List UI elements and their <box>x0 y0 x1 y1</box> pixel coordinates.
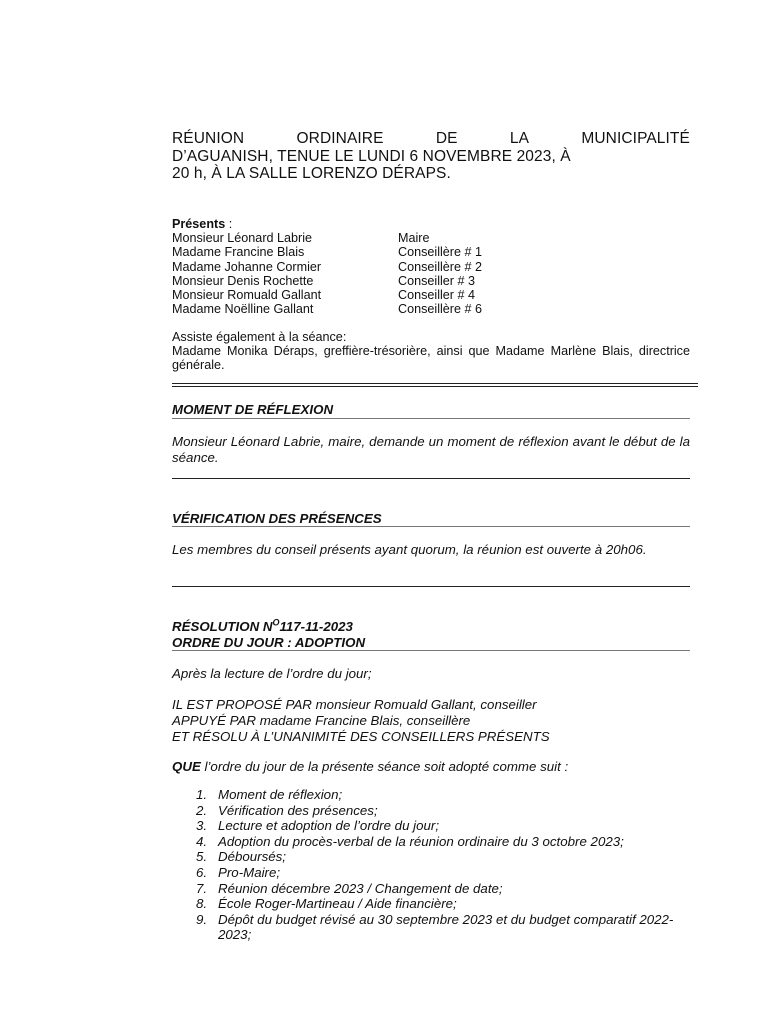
resolution-motion <box>172 697 690 745</box>
resolution-prefix: RÉSOLUTION N <box>172 619 273 634</box>
attendees-label-suffix: : <box>225 217 233 231</box>
agenda-item-text: Déboursés; <box>218 849 286 865</box>
agenda-item-text: Lecture et adoption de l’ordre du jour; <box>218 818 440 834</box>
agenda-item <box>172 834 690 850</box>
agenda-item-text: Réunion décembre 2023 / Changement de date; <box>218 880 503 896</box>
assist-label: Assiste également à la séance: <box>172 330 347 344</box>
attendee-row <box>172 274 690 288</box>
heading-underline <box>172 650 690 651</box>
assist-text: Madame Monika Déraps, greffière-trésorière, ainsi que Madame Marlène Blais, directrice générale. <box>172 344 690 373</box>
agenda-item-text: École Roger-Martineau / Aide financière; <box>218 896 457 912</box>
attendee-role: Conseiller # 3 <box>398 273 476 288</box>
resolution-sup: O <box>272 617 280 628</box>
section-divider <box>172 478 690 479</box>
agenda-item-text: Moment de réflexion; <box>218 787 343 802</box>
agenda-item <box>172 865 690 881</box>
agenda-item <box>172 787 690 803</box>
title-line-1 <box>172 130 690 148</box>
que-text: l’ordre du jour de la présente séance soit adopté comme suit : <box>200 759 569 774</box>
attendee-name: Madame Francine Blais <box>172 245 305 260</box>
attendees-section <box>172 217 690 316</box>
agenda-item <box>172 881 690 897</box>
attendee-name: Madame Noëlline Gallant <box>172 302 314 317</box>
agenda-item-number: 9. <box>196 911 208 927</box>
resolution-subtitle: ORDRE DU JOUR : ADOPTION <box>172 635 366 650</box>
attendee-row <box>172 260 690 274</box>
attendee-row <box>172 231 690 245</box>
title-line-2: D’AGUANISH, TENUE LE LUNDI 6 NOVEMBRE 2023, À <box>172 147 571 165</box>
section-divider <box>172 386 698 387</box>
reflexion-heading: MOMENT DE RÉFLEXION <box>172 402 334 417</box>
attendee-name: Monsieur Léonard Labrie <box>172 231 313 246</box>
verification-heading: VÉRIFICATION DES PRÉSENCES <box>172 511 382 526</box>
title-word: LA <box>509 130 530 147</box>
agenda-item-number: 5. <box>196 849 208 865</box>
attendee-role: Conseillère # 6 <box>398 302 483 317</box>
title-word: ORDINAIRE <box>296 130 384 147</box>
agenda-item-number: 8. <box>196 896 208 912</box>
attendee-name: Monsieur Romuald Gallant <box>172 288 322 303</box>
attendee-row <box>172 302 690 316</box>
title-word: RÉUNION <box>172 130 245 147</box>
agenda-item-text: Adoption du procès-verbal de la réunion ordinaire du 3 octobre 2023; <box>218 833 624 849</box>
resolved-line: ET RÉSOLU À L’UNANIMITÉ DES CONSEILLERS PRÉSENTS <box>172 729 550 744</box>
agenda-item-number: 7. <box>196 880 208 896</box>
attendee-role: Maire <box>398 231 430 246</box>
title-line-3: 20 h, À LA SALLE LORENZO DÉRAPS. <box>172 165 451 182</box>
resolution-number <box>172 619 690 635</box>
title-word: DE <box>435 130 458 147</box>
attendees-header <box>172 217 690 231</box>
resolution-intro: Après la lecture de l’ordre du jour; <box>172 666 372 681</box>
attendee-row <box>172 288 690 302</box>
agenda-item <box>172 912 690 943</box>
attendees-label: Présents <box>172 217 226 231</box>
agenda-item <box>172 818 690 834</box>
attendee-row <box>172 245 690 259</box>
attendee-role: Conseiller # 4 <box>398 288 476 303</box>
attendee-role: Conseillère # 2 <box>398 259 483 274</box>
attendee-role: Conseillère # 1 <box>398 245 483 260</box>
agenda-item-number: 4. <box>196 833 208 849</box>
agenda-item-text: Pro-Maire; <box>218 864 281 880</box>
section-divider <box>172 383 698 384</box>
agenda-item <box>172 849 690 865</box>
que-keyword: QUE <box>172 759 201 774</box>
verification-text: Les membres du conseil présents ayant quorum, la réunion est ouverte à 20h06. <box>172 542 647 557</box>
agenda-item <box>172 896 690 912</box>
meeting-title <box>172 130 690 183</box>
agenda-item-text: Vérification des présences; <box>218 802 378 818</box>
seconded-line: APPUYÉ PAR madame Francine Blais, conseillère <box>172 713 471 728</box>
attendee-name: Madame Johanne Cormier <box>172 259 322 274</box>
reflexion-text: Monsieur Léonard Labrie, maire, demande un moment de réflexion avant le début de la séance. <box>172 434 690 465</box>
attendee-name: Monsieur Denis Rochette <box>172 273 314 288</box>
section-divider <box>172 586 690 587</box>
resolution-que <box>172 759 690 775</box>
agenda-item-number: 6. <box>196 864 208 880</box>
heading-underline <box>172 526 690 527</box>
agenda-item-text: Dépôt du budget révisé au 30 septembre 2023 et du budget comparatif 2022-2023; <box>218 911 674 943</box>
agenda-item <box>172 803 690 819</box>
agenda-item-number: 3. <box>196 818 208 834</box>
proposed-line: IL EST PROPOSÉ PAR monsieur Romuald Gallant, conseiller <box>172 697 537 712</box>
assist-section <box>172 330 690 373</box>
agenda-item-number: 1. <box>196 787 208 802</box>
resolution-number-value: 117-11-2023 <box>279 619 353 634</box>
heading-underline <box>172 418 690 419</box>
agenda-item-number: 2. <box>196 802 208 818</box>
agenda-list <box>172 787 690 943</box>
title-word: MUNICIPALITÉ <box>581 130 690 147</box>
